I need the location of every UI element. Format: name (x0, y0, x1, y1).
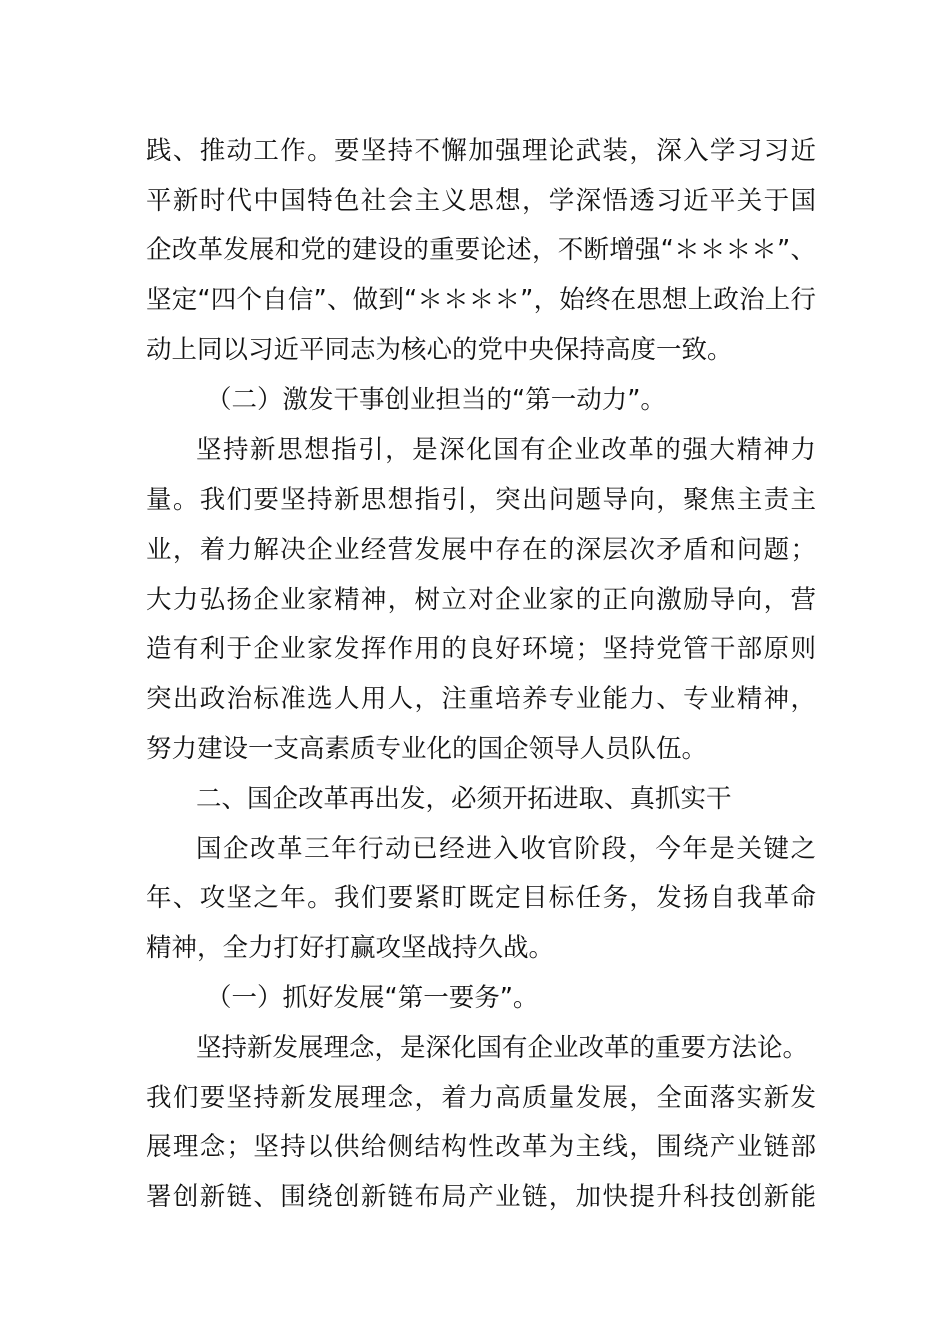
text-line: 量。我们要坚持新思想指引，突出问题导向，聚焦主责主 (146, 485, 816, 515)
text-line: 坚持新思想指引，是深化国有企业改革的强大精神力 (196, 435, 816, 465)
text-line: 坚定“四个自信”、做到“＊＊＊＊”，始终在思想上政治上行 (146, 285, 816, 315)
section-heading: （二）激发干事创业担当的“第一动力”。 (206, 385, 666, 415)
section-heading: （一）抓好发展“第一要务”。 (206, 983, 539, 1013)
text-line: 业，着力解决企业经营发展中存在的深层次矛盾和问题； (146, 535, 816, 565)
text-line: 年、攻坚之年。我们要紧盯既定目标任务，发扬自我革命 (146, 883, 816, 913)
text-line: 突出政治标准选人用人，注重培养专业能力、专业精神， (146, 684, 816, 714)
section-heading: 二、国企改革再出发，必须开拓进取、真抓实干 (196, 784, 732, 814)
text-line: 企改革发展和党的建设的重要论述，不断增强“＊＊＊＊”、 (146, 235, 816, 265)
text-line: 国企改革三年行动已经进入收官阶段，今年是关键之 (196, 834, 816, 864)
text-line: 平新时代中国特色社会主义思想，学深悟透习近平关于国 (146, 186, 816, 216)
text-line: 精神，全力打好打赢攻坚战持久战。 (146, 933, 555, 963)
text-line: 践、推动工作。要坚持不懈加强理论武装，深入学习习近 (146, 136, 816, 166)
text-line: 展理念；坚持以供给侧结构性改革为主线，围绕产业链部 (146, 1132, 816, 1162)
text-line: 大力弘扬企业家精神，树立对企业家的正向激励导向，营 (146, 585, 816, 615)
text-line: 署创新链、围绕创新链布局产业链，加快提升科技创新能 (146, 1182, 816, 1212)
text-line: 造有利于企业家发挥作用的良好环境；坚持党管干部原则 (146, 634, 816, 664)
text-line: 动上同以习近平同志为核心的党中央保持高度一致。 (146, 335, 733, 365)
text-line: 坚持新发展理念，是深化国有企业改革的重要方法论。 (196, 1033, 809, 1063)
text-line: 我们要坚持新发展理念，着力高质量发展，全面落实新发 (146, 1083, 816, 1113)
text-line: 努力建设一支高素质专业化的国企领导人员队伍。 (146, 734, 708, 764)
